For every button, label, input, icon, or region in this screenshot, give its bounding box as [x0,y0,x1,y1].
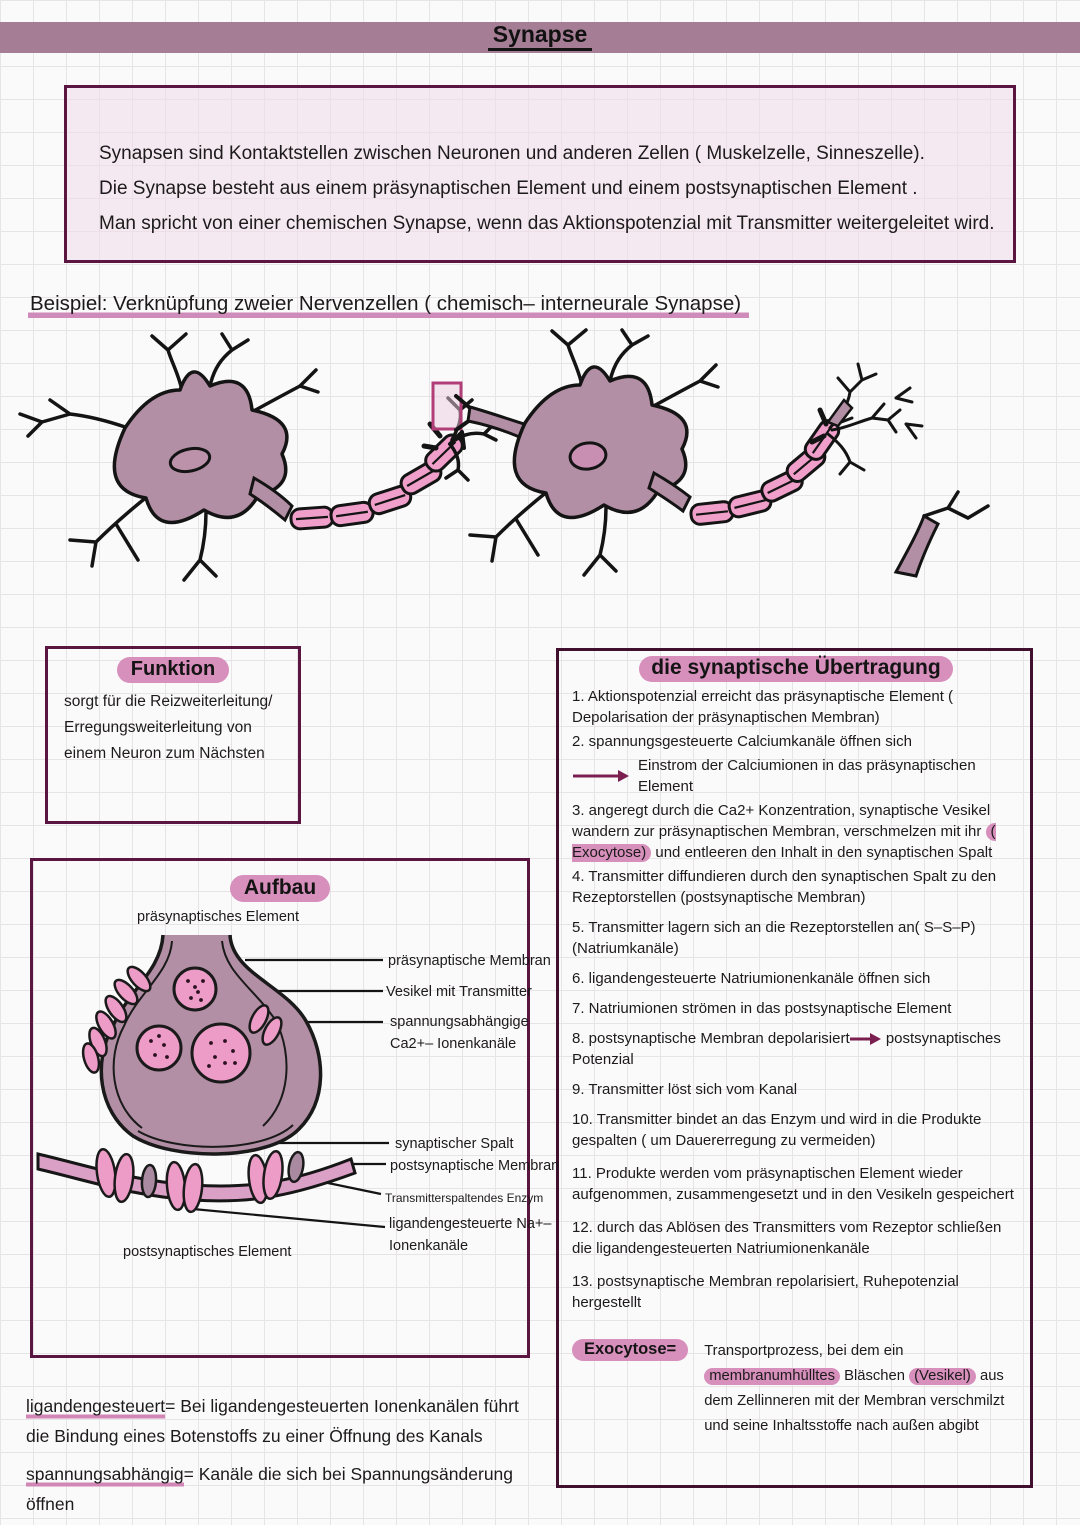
funktion-line: sorgt für die Reizweiterleitung/ [64,693,273,710]
na-channels [94,1148,286,1213]
funktion-box [45,646,301,824]
footnote-ligandengesteuert: ligandengesteuert= Bei ligandengesteuerten Ionenkanälen führt [26,1392,546,1420]
transmission-step: 13. postsynaptische Membran repolarisiert, Ruhepotenzial hergestellt [572,1273,959,1311]
transmission-step: 1. Aktionspotenzial erreicht das präsynaptische Element ( Depolarisation der präsynaptischen Membran) [572,688,954,726]
neuron-diagram [0,328,1080,643]
intro-line: Man spricht von einer chemischen Synapse, wenn das Aktionspotenzial mit Transmitter weitergeleitet wird. [99,213,995,234]
funktion-title: Funktion [117,657,229,683]
vesikel-highlight: (Vesikel) [909,1368,976,1385]
transmission-step: 3. angeregt durch die Ca2+ Konzentration, synaptische Vesikel wandern zur präsynaptischen Membran, verschmelzen mit ihr ( Exocytose) und entleeren den Inhalt in den synaptischen Spalt [572,802,996,861]
exocytose-highlight: ( Exocytose) [572,823,996,861]
funktion-line: Erregungsweiterleitung von [64,719,252,736]
exocytose-definition [572,1339,1020,1439]
label-praesynaptische-membran: präsynaptische Membran [388,953,551,969]
label-ca-kanaele: spannungsabhängige Ca2+– Ionenkanäle [390,1014,529,1052]
intro-box [64,85,1016,263]
footnote-spannungsabhaengig-line2: öffnen [26,1494,75,1514]
transmission-step: 7. Natriumionen strömen in das postsynaptische Element [572,1000,952,1017]
funktion-line: einem Neuron zum Nächsten [64,745,265,762]
transmission-step: 10. Transmitter bindet an das Enzym und wird in die Produkte gespalten ( um Dauererregung zu vermeiden) [572,1111,982,1149]
intro-line: Die Synapse besteht aus einem präsynaptischen Element und einem postsynaptischen Element . [99,178,918,199]
synapse-structure-drawing [33,861,527,1355]
neuron2-myelin [690,417,842,525]
arrow-right-icon [572,770,630,782]
exocytose-term: Exocytose= [572,1339,688,1361]
transmission-step: 11. Produkte werden vom präsynaptischen Element wieder aufgenommen, zusammengesetzt und in den Vesikeln gespeichert [572,1165,1014,1203]
extra-dendrite-branch [896,492,988,576]
label-postsynaptische-membran: postsynaptische Membran [390,1158,560,1174]
transmission-step: 2. spannungsgesteuerte Calciumkanäle öffnen sich [572,733,912,750]
transmission-title: die synaptische Übertragung [639,656,952,682]
exocytose-def-text: Transportprozess, bei dem ein membranumhülltes Bläschen (Vesikel) aus dem Zellinneren mit der Membran verschmilzt und seine Inhaltsstoffe nach außen abgibt [704,1343,1005,1434]
label-na-kanaele: ligandengesteuerte Na+– Ionenkanäle [389,1216,552,1254]
neuron2-axon-terminal [812,364,922,474]
label-praesynaptisches-element: präsynaptisches Element [137,909,299,925]
page-title: Synapse [0,21,1080,48]
neuron1-myelin [290,431,466,529]
label-enzym: Transmitterspaltendes Enzym [385,1191,544,1205]
aufbau-title: Aufbau [230,875,330,902]
transmission-step: 12. durch das Ablösen des Transmitters vom Rezeptor schließen die ligandengesteuerten Natriumionenkanäle [572,1219,1002,1257]
arrow-right-icon [850,1033,882,1045]
synapse-highlight-rect [433,383,461,429]
membranumhuelltes-highlight: membranumhülltes [704,1368,840,1385]
label-postsynaptisches-element: postsynaptisches Element [123,1244,292,1260]
footnote-spannungsabhaengig: spannungsabhängig= Kanäle die sich bei Spannungsänderung [26,1460,546,1488]
transmission-step: 8. postsynaptische Membran depolarisiert postsynaptisches Potenzial [572,1030,1001,1068]
neuron2-terminal-twig [828,400,852,426]
aufbau-box [30,858,560,1358]
footnote-ligandengesteuert-line2: die Bindung eines Botenstoffs zu einer Öffnung des Kanals [26,1426,483,1446]
label-synaptischer-spalt: synaptischer Spalt [395,1136,514,1152]
transmission-substep: Einstrom der Calciumionen in das präsynaptischen Element [572,755,1020,797]
label-vesikel: Vesikel mit Transmitter [386,984,532,1000]
footnotes [26,1392,546,1520]
intro-line: Synapsen sind Kontaktstellen zwischen Neuronen und anderen Zellen ( Muskelzelle, Sinneszelle). [99,143,925,164]
transmission-step: 9. Transmitter löst sich vom Kanal [572,1081,798,1098]
transmission-box [556,648,1033,1488]
transmission-step: 4. Transmitter diffundieren durch den synaptischen Spalt zu den Rezeptorstellen (postsynaptische Membran) [572,868,997,906]
beispiel-heading: Beispiel: Verknüpfung zweier Nervenzellen ( chemisch– interneurale Synapse) [28,292,749,316]
transmission-step: 6. ligandengesteuerte Natriumionenkanäle öffnen sich [572,970,931,987]
transmission-step: 5. Transmitter lagern sich an die Rezeptorstellen an( S–S–P) (Natriumkanäle) [572,919,976,957]
